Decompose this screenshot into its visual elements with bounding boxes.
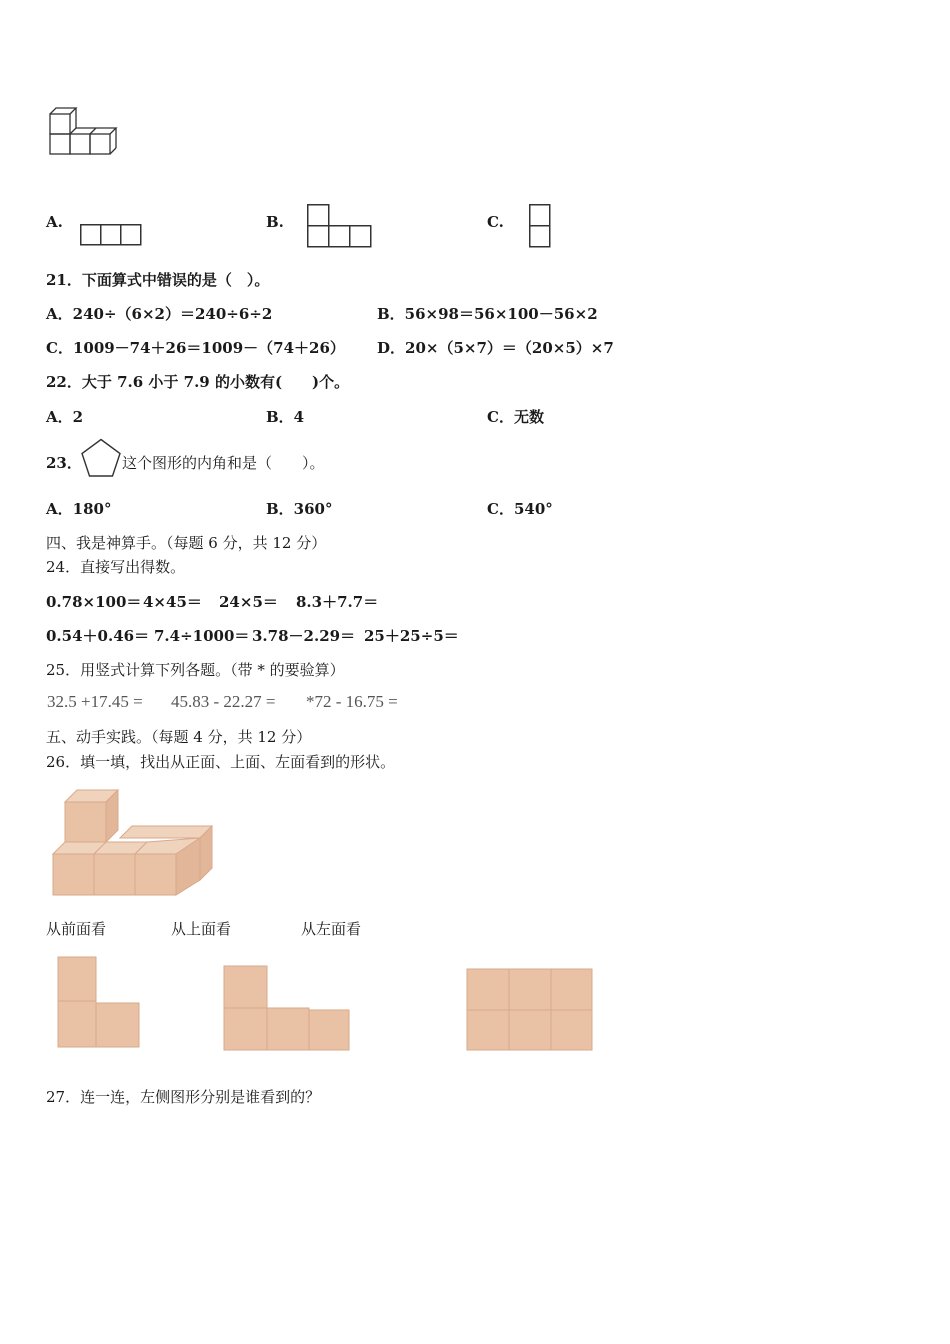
q24-row1-item[interactable]: 8.3＋7.7＝ — [296, 593, 379, 611]
view-shape-l-tall — [57, 956, 141, 1050]
cube-stack-3d-figure — [50, 788, 205, 898]
q25-item[interactable]: 32.5 +17.45 = — [47, 692, 143, 711]
q26-stem: 26．填一填，找出从正面、上面、左面看到的形状。 — [46, 753, 396, 771]
q22-option-c[interactable]: C．无数 — [487, 408, 544, 426]
pentagon-icon — [80, 438, 122, 478]
q21-option-c[interactable]: C．1009－74＋26＝1009－（74＋26） — [46, 339, 345, 357]
q22-option-b[interactable]: B．4 — [266, 408, 305, 426]
section-4-heading: 四、我是神算手。（每题 6 分，共 12 分） — [46, 534, 327, 552]
view-shape-grid-2x3 — [466, 968, 594, 1052]
cube-stack-line-figure — [46, 106, 126, 158]
q25-stem: 25．用竖式计算下列各题。（带 * 的要验算） — [46, 661, 345, 679]
q24-row1-item[interactable]: 4×45＝ — [143, 593, 202, 611]
q20-option-b-letter[interactable]: B. — [266, 213, 284, 231]
q24-row2-item[interactable]: 7.4÷1000＝ — [154, 627, 250, 645]
q20-option-c-letter[interactable]: C. — [487, 213, 504, 231]
q23-stem: 这个图形的内角和是（ ）。 — [122, 454, 325, 472]
view-shape-l-wide — [223, 965, 351, 1053]
q24-row1-item[interactable]: 0.78×100＝ — [46, 593, 142, 611]
q27-stem: 27．连一连，左侧图形分别是谁看到的？ — [46, 1088, 321, 1106]
q24-stem: 24．直接写出得数。 — [46, 558, 186, 576]
q25-item[interactable]: 45.83 - 22.27 = — [171, 692, 276, 711]
q23-number: 23． — [46, 454, 82, 472]
q20-option-a-letter[interactable]: A. — [46, 213, 63, 231]
q23-option-a[interactable]: A．180° — [46, 500, 112, 518]
q23-option-b[interactable]: B．360° — [266, 500, 333, 518]
q21-option-a[interactable]: A．240÷（6×2）＝240÷6÷2 — [46, 305, 273, 323]
view-label-left: 从左面看 — [301, 920, 362, 938]
two-squares-column-icon[interactable] — [529, 204, 552, 248]
q22-option-a[interactable]: A．2 — [46, 408, 84, 426]
q24-row1-item[interactable]: 24×5＝ — [219, 593, 278, 611]
three-squares-row-icon[interactable] — [80, 224, 142, 246]
q21-option-b[interactable]: B．56×98＝56×100－56×2 — [377, 305, 598, 323]
section-5-heading: 五、动手实践。（每题 4 分，共 12 分） — [46, 728, 312, 746]
q25-item[interactable]: *72 - 16.75 = — [306, 692, 398, 711]
q24-row2-item[interactable]: 3.78－2.29＝ — [252, 627, 356, 645]
q24-row2-item[interactable]: 25＋25÷5＝ — [364, 627, 459, 645]
q21-stem: 21．下面算式中错误的是（ ）。 — [46, 271, 270, 289]
q23-option-c[interactable]: C．540° — [487, 500, 553, 518]
view-label-front: 从前面看 — [46, 920, 107, 938]
q21-option-d[interactable]: D．20×（5×7）＝（20×5）×7 — [377, 339, 614, 357]
q24-row2-item[interactable]: 0.54＋0.46＝ — [46, 627, 150, 645]
q22-stem: 22．大于 7.6 小于 7.9 的小数有( )个。 — [46, 373, 350, 391]
l-shape-four-squares-icon[interactable] — [307, 204, 373, 248]
view-label-top: 从上面看 — [171, 920, 232, 938]
